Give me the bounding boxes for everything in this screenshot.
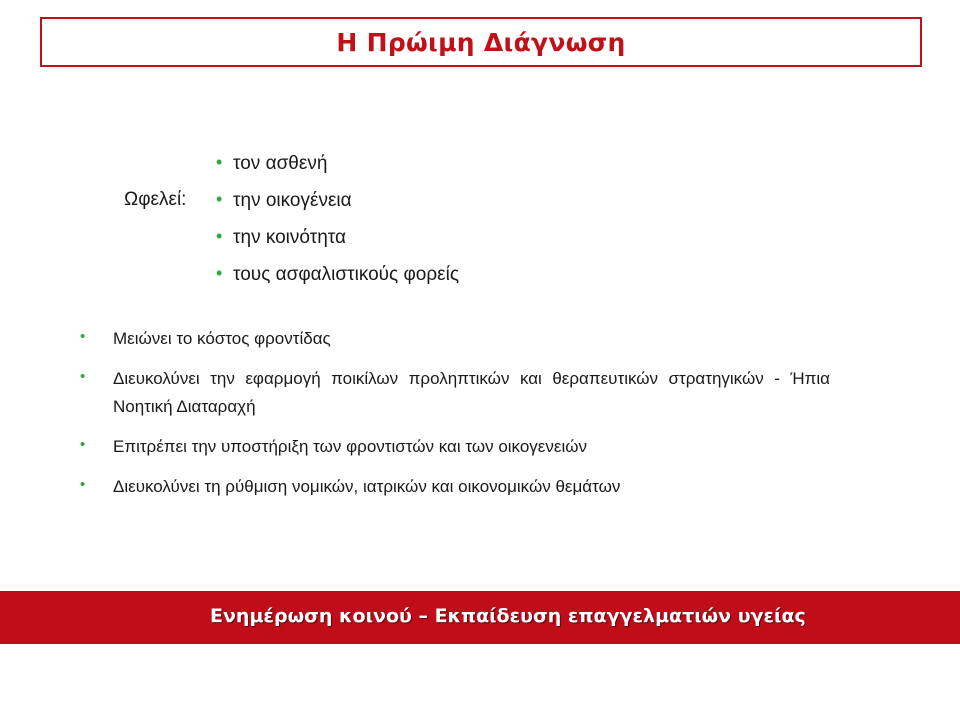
benefit-item xyxy=(216,187,459,224)
bullet-dot-icon: • xyxy=(80,368,86,385)
benefit-text: την οικογένεια xyxy=(233,190,352,211)
list-item-text: Διευκολύνει τη ρύθμιση νομικών, ιατρικών και οικονομικών θεμάτων xyxy=(113,477,621,496)
bullet-dot-icon: • xyxy=(80,476,86,493)
list-item-text: Μειώνει το κόστος φροντίδας xyxy=(113,329,331,348)
bullet-dot-icon: • xyxy=(216,226,223,246)
list-item xyxy=(80,473,830,501)
bullet-dot-icon: • xyxy=(216,263,223,283)
list-item xyxy=(80,365,830,421)
footer-band xyxy=(0,591,960,644)
benefit-item xyxy=(216,224,459,261)
list-item-text: Επιτρέπει την υποστήριξη των φροντιστών και των οικογενειών xyxy=(113,437,587,456)
benefits-label: Ωφελεί: xyxy=(124,189,187,210)
benefit-text: την κοινότητα xyxy=(233,227,346,248)
benefit-text: τους ασφαλιστικούς φορείς xyxy=(233,264,460,285)
benefit-item xyxy=(216,261,459,298)
slide-title: Η Πρώιμη Διάγνωση xyxy=(336,27,626,57)
benefit-item xyxy=(216,150,459,187)
list-item xyxy=(80,433,830,461)
footer-caption: Ενημέρωση κοινού – Εκπαίδευση επαγγελματιών υγείας xyxy=(210,605,806,627)
title-box xyxy=(40,17,922,67)
bullet-dot-icon: • xyxy=(216,152,223,172)
bullet-dot-icon: • xyxy=(80,436,86,453)
list-item xyxy=(80,325,830,353)
bullet-dot-icon: • xyxy=(80,328,86,345)
main-bullet-list xyxy=(80,325,830,513)
benefits-list xyxy=(216,150,459,298)
benefit-text: τον ασθενή xyxy=(233,153,328,174)
list-item-text: Διευκολύνει την εφαρμογή ποικίλων προληπτικών και θεραπευτικών στρατηγικών - Ήπια Νοητική Διαταραχή xyxy=(113,369,830,416)
bullet-dot-icon: • xyxy=(216,189,223,209)
